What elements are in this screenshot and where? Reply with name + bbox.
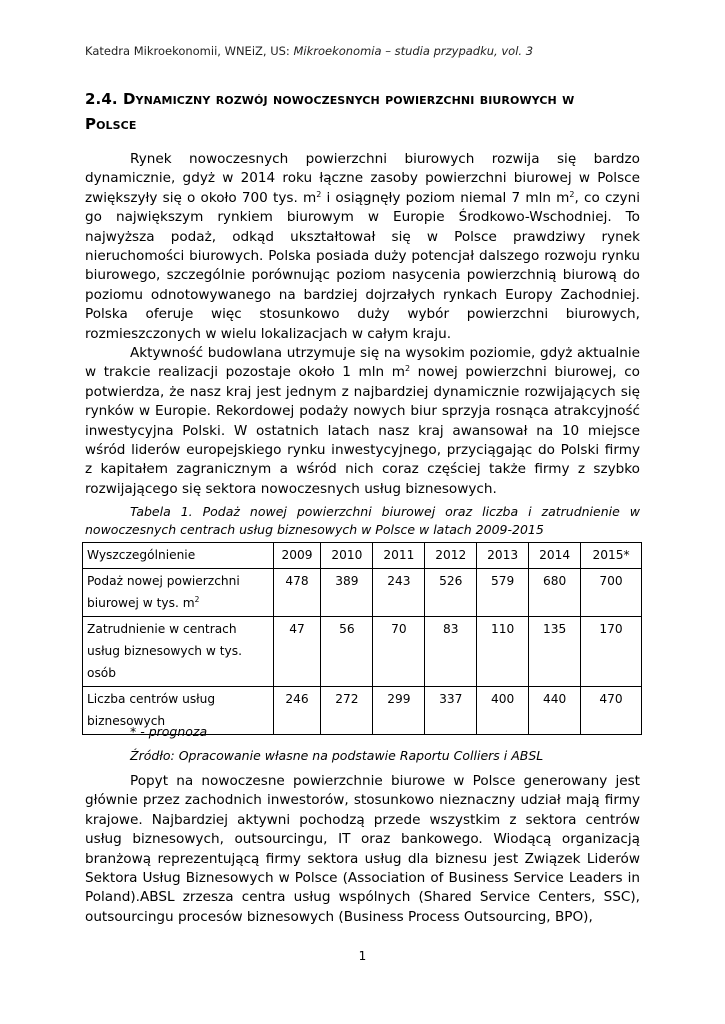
paragraph-1 <box>85 150 640 344</box>
table-cell: 70 <box>373 617 425 687</box>
table-cell: 440 <box>529 687 581 735</box>
table-cell: 56 <box>321 617 373 687</box>
superscript: 2 <box>316 189 322 199</box>
header-cell: 2011 <box>373 543 425 569</box>
table-cell: 478 <box>273 569 321 617</box>
table-cell: 110 <box>477 617 529 687</box>
section-heading <box>85 87 645 137</box>
header-cell: 2010 <box>321 543 373 569</box>
table-cell: 526 <box>425 569 477 617</box>
table-cell: 135 <box>529 617 581 687</box>
header-cell: 2009 <box>273 543 321 569</box>
table-cell: 700 <box>581 569 642 617</box>
paragraph-1-text-c: , co czyni go największym rynkiem biurowym w Europie Środkowo-Wschodniej. To najwyższa podaż, odkąd ukształtował się w Polsce prawdziwy rynek nieruchomości biurowych. Polska posiada duży potencjał dalszego rozwoju rynku biurowego, szczególnie porównując poziom nasycenia powierzchnią biurową do poziomu odnotowywanego na bardziej dojrzałych rynkach Europy Zachodniej. Polska oferuje więc stosunkowo duży wybór powierzchni biurowych, rozmieszczonych w wielu lokalizacjach w całym kraju. <box>85 189 640 342</box>
header-cell: 2014 <box>529 543 581 569</box>
paragraph-2-text-b: nowej powierzchni biurowej, co potwierdza, że nasz kraj jest jednym z najbardziej dynamicznie rozwijających się rynków w Europie. Rekordowej podaży nowych biur sprzyja rosnąca atrakcyjność inwestycyjna Polski. W ostatnich latach nasz kraj awansował na 10 miejsce wśród liderów europejskiego rynku inwestycyjnego, przyciągając do Polski firmy z kapitałem zagranicznym a wśród nich coraz częściej także firmy z szybko rozwijającego się sektora nowoczesnych usług biznesowych. <box>85 364 640 497</box>
row-label: Zatrudnienie w centrach usług biznesowych w tys. osób <box>83 617 274 687</box>
running-header <box>85 44 645 58</box>
header-cell: 2013 <box>477 543 529 569</box>
table-cell: 680 <box>529 569 581 617</box>
table-cell: 400 <box>477 687 529 735</box>
heading-line-2: Polsce <box>85 115 137 133</box>
header-cell: Wyszczególnienie <box>83 543 274 569</box>
superscript: 2 <box>569 189 575 199</box>
row-label: Liczba centrów usług biznesowych <box>83 687 274 735</box>
paragraph-1-text-a: Rynek nowoczesnych powierzchni biurowych rozwija się bardzo dynamicznie, gdyż w 2014 roku łączne zasoby powierzchni biurowej w Polsce zwiększyły się o około 700 tys. m <box>85 151 640 206</box>
superscript: 2 <box>194 595 200 604</box>
table-row <box>83 569 642 617</box>
table-cell: 337 <box>425 687 477 735</box>
paragraph-2 <box>85 344 640 499</box>
paragraph-3: Popyt na nowoczesne powierzchnie biurowe w Polsce generowany jest głównie przez zachodnich inwestorów, stosunkowo nieznaczny udział mają firmy krajowe. Najbardziej aktywni pochodzą przede wszystkim z sektora centrów usług biznesowych, outsourcingu, IT oraz bankowego. Wiodącą organizacją branżową reprezentującą firmy sektora usług dla biznesu jest Związek Liderów Sektora Usług Biznesowych w Polsce (Association of Business Service Leaders in Poland).ABSL zrzesza centra usług wspólnych (Shared Service Centers, SSC), outsourcingu procesów biznesowych (Business Process Outsourcing, BPO), <box>85 773 640 925</box>
table-cell: 579 <box>477 569 529 617</box>
table-cell: 246 <box>273 687 321 735</box>
table-cell: 470 <box>581 687 642 735</box>
heading-line-1: 2.4. Dynamiczny rozwój nowoczesnych powierzchni biurowych w <box>85 90 575 108</box>
table-header-row <box>83 543 642 569</box>
paragraph-1-text-b: i osiągnęły poziom niemal 7 mln m <box>321 189 570 206</box>
table-cell: 389 <box>321 569 373 617</box>
table-cell: 170 <box>581 617 642 687</box>
paragraph-2-text-a: Aktywność budowlana utrzymuje się na wysokim poziomie, gdyż aktualnie w trakcie realizacji pozostaje około 1 mln m <box>85 345 640 381</box>
table-note-source: Źródło: Opracowanie własne na podstawie Raportu Colliers i ABSL <box>130 748 544 763</box>
table-cell: 83 <box>425 617 477 687</box>
header-title: Mikroekonomia – studia przypadku, vol. 3 <box>293 44 534 58</box>
header-prefix: Katedra Mikroekonomii, WNEiZ, US: <box>85 44 294 58</box>
table-row <box>83 617 642 687</box>
row-label <box>83 569 274 617</box>
superscript: 2 <box>404 364 411 374</box>
table-cell: 299 <box>373 687 425 735</box>
table-note-forecast: * - prognoza <box>130 724 208 739</box>
row-label-text: Podaż nowej powierzchni biurowej w tys. m <box>87 574 240 610</box>
header-cell: 2015* <box>581 543 642 569</box>
header-cell: 2012 <box>425 543 477 569</box>
page-number: 1 <box>358 949 367 963</box>
table-cell: 272 <box>321 687 373 735</box>
table-cell: 243 <box>373 569 425 617</box>
table-caption: Tabela 1. Podaż nowej powierzchni biurowej oraz liczba i zatrudnienie w nowoczesnych centrach usług biznesowych w Polsce w latach 2009-2015 <box>85 504 640 537</box>
data-table <box>82 542 642 735</box>
table-cell: 47 <box>273 617 321 687</box>
